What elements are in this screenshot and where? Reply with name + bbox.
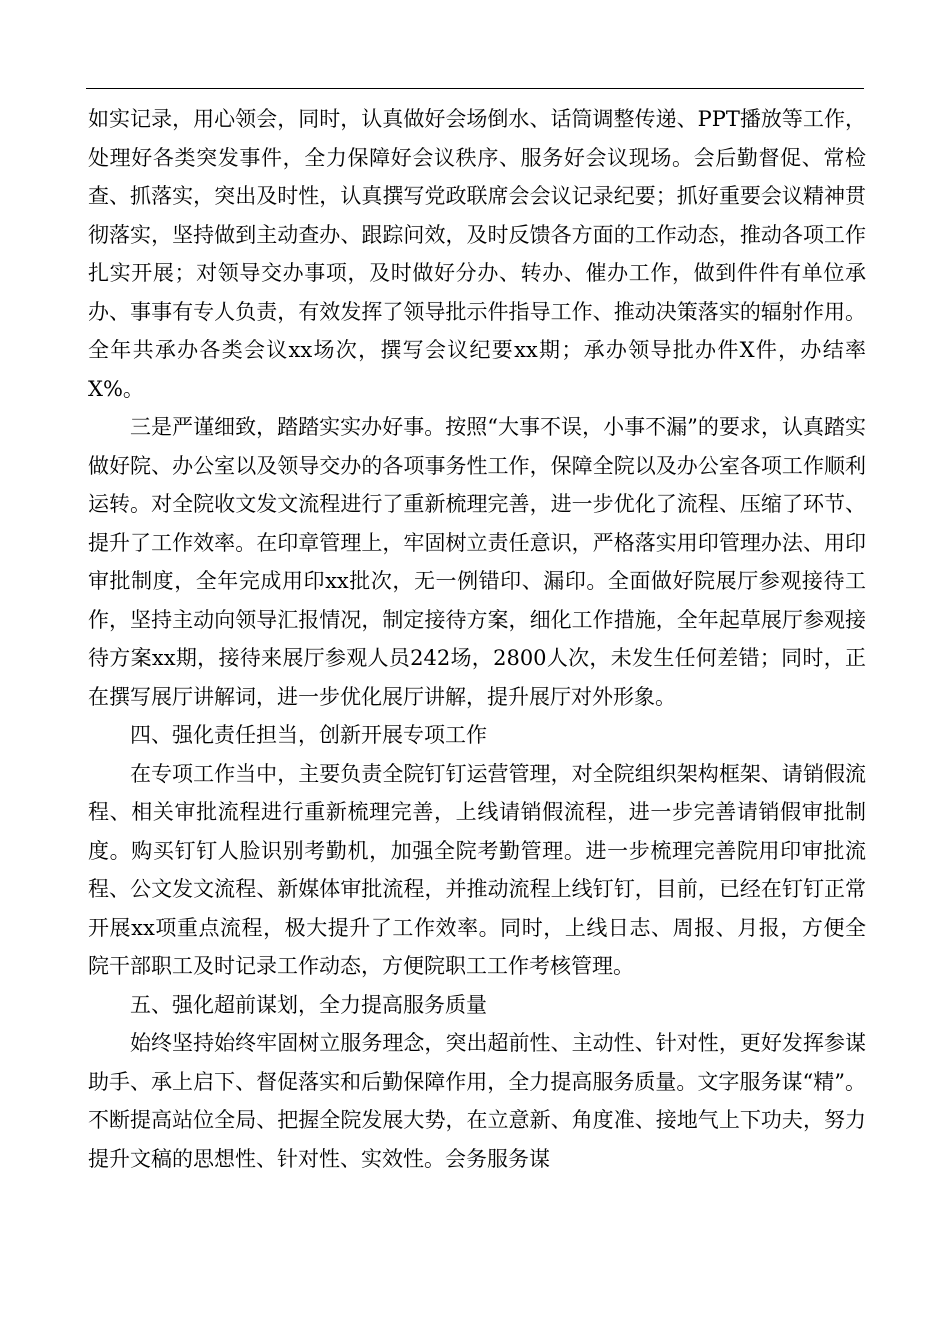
paragraph-special-work: 在专项工作当中，主要负责全院钉钉运营管理，对全院组织架构框架、请销假流程、相关审批流程进行重新梳理完善，上线请销假流程，进一步完善请销假审批制度。购买钉钉人脸识别考勤机，加强全院考勤管理。进一步梳理完善院用印审批流程、公文发文流程、新媒体审批流程，并推动流程上线钉钉，目前，已经在钉钉正常开展xx项重点流程，极大提升了工作效率。同时，上线日志、周报、月报，方便全院干部职工及时记录工作动态，方便院职工工作考核管理。	[88, 761, 866, 978]
header-rule	[86, 88, 864, 89]
paragraph-service-quality: 始终坚持始终牢固树立服务理念，突出超前性、主动性、针对性，更好发挥参谋助手、承上启下、督促落实和后勤保障作用，全力提高服务质量。文字服务谋“精”。不断提高站位全局、把握全院发展大势，在立意新、角度准、接地气上下功夫，努力提升文稿的思想性、针对性、实效性。会务服务谋	[88, 1031, 866, 1171]
paragraph-meeting-service: 如实记录，用心领会，同时，认真做好会场倒水、话筒调整传递、PPT播放等工作，处理好各类突发事件，全力保障好会议秩序、服务好会议现场。会后勤督促、常检查、抓落实，突出及时性，认真撰写党政联席会会议记录纪要；抓好重要会议精神贯彻落实，坚持做到主动查办、跟踪问效，及时反馈各方面的工作动态，推动各项工作扎实开展；对领导交办事项，及时做好分办、转办、催办工作，做到件件有单位承办、事事有专人负责，有效发挥了领导批示件指导工作、推动决策落实的辐射作用。全年共承办各类会议xx场次，撰写会议纪要xx期；承办领导批办件X件，办结率X%。	[88, 107, 866, 401]
section-heading-five: 五、强化超前谋划，全力提高服务质量	[130, 992, 487, 1017]
document-body	[88, 100, 866, 1178]
paragraph-point-three: 三是严谨细致，踏踏实实办好事。按照“大事不误，小事不漏”的要求，认真踏实做好院、办公室以及领导交办的各项事务性工作，保障全院以及办公室各项工作顺利运转。对全院收文发文流程进行了重新梳理完善，进一步优化了流程、压缩了环节、提升了工作效率。在印章管理上，牢固树立责任意识，严格落实用印管理办法、用印审批制度，全年完成用印xx批次，无一例错印、漏印。全面做好院展厅参观接待工作，坚持主动向领导汇报情况，制定接待方案，细化工作措施，全年起草展厅参观接待方案xx期，接待来展厅参观人员242场，2800人次，未发生任何差错；同时，正在撰写展厅讲解词，进一步优化展厅讲解，提升展厅对外形象。	[88, 415, 866, 709]
section-heading-four: 四、强化责任担当，创新开展专项工作	[130, 723, 487, 747]
